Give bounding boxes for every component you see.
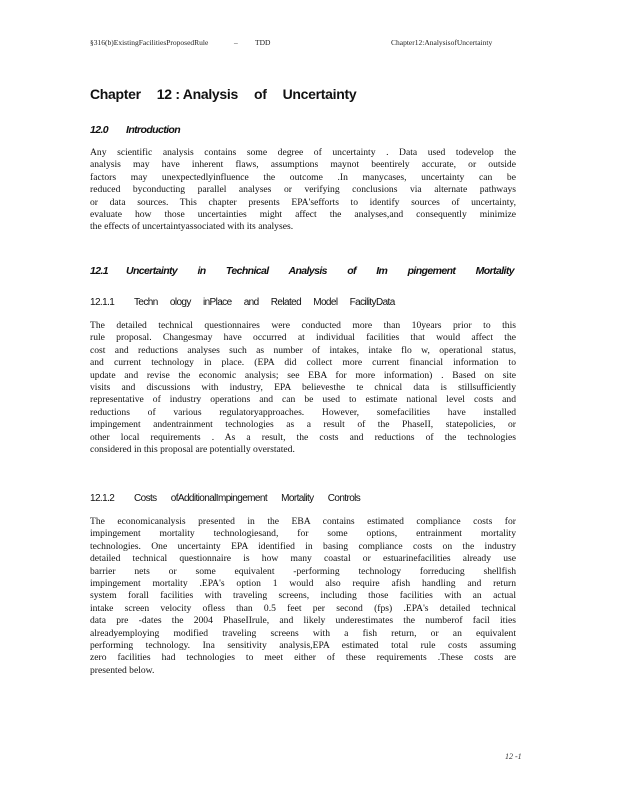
- text-line: data pre -dates the 2004 PhaseIIrule, and likely underestimates the numberof facil ities: [90, 615, 516, 627]
- section-title: Introduction: [126, 124, 181, 136]
- text-line: or data sources. This chapter presents EPA'sefforts to identify sources of uncertainty,: [90, 196, 516, 208]
- text-line: impingement mortality .EPA's option 1 would also require afish handling and return: [90, 578, 516, 590]
- section-heading-12-0: [90, 124, 180, 136]
- page-number: 12 -1: [505, 752, 522, 761]
- text-line: zero facilities had technologies to meet either of these requirements .These costs are: [90, 652, 516, 664]
- text-line: intake screen velocity ofless than 0.5 feet per second (fps) .EPA's detailed technical: [90, 602, 516, 614]
- text-line: impingement mortality technologiesand, for some options, entrainment mortality: [90, 528, 516, 540]
- running-header-doc: TDD: [255, 38, 271, 47]
- text-line: update and revise the economic analysis; see EBA for more information) . Based on site: [90, 369, 516, 381]
- chapter-title-end: Uncertainty: [282, 86, 357, 102]
- text-line: reductions of various regulatoryapproaches. However, somefacilities have installed: [90, 406, 516, 418]
- text-line: visits and discussions with industry, EPA believesthe te chnical data is stillsufficiently: [90, 382, 516, 394]
- paragraph-introduction: [90, 147, 516, 234]
- section-number: 12.1: [90, 265, 109, 277]
- text-line: factors may unexpectedlyinfluence the outcome .In manycases, uncertainty can be: [90, 171, 516, 183]
- text-line: technologies. One uncertainty EPA identified in basing compliance costs on the industry: [90, 540, 516, 552]
- text-line: evaluate how those uncertainties might affect the analyses,and consequently minimize: [90, 209, 516, 221]
- text-line: performing technology. Ina sensitivity analysis,EPA estimated total rule costs assuming: [90, 640, 516, 652]
- text-line: considered in this proposal are potentially overstated.: [90, 444, 295, 456]
- text-line: The economicanalysis presented in the EBA contains estimated compliance costs for: [90, 516, 516, 527]
- text-line: detailed technical questionnaire is how many coastal or estuarinefacilities already use: [90, 553, 516, 565]
- text-line: other local requirements . As a result, the costs and reductions of the technologies: [90, 431, 516, 443]
- text-line: the effects of uncertaintyassociated with its analyses.: [90, 221, 294, 233]
- chapter-label: Chapter: [90, 86, 141, 102]
- section-title: Costs ofAdditionalImpingement Mortality Controls: [134, 493, 361, 504]
- text-line: impingement andentrainment technologies as a result of the PhaseII, statepolicies, or: [90, 419, 516, 431]
- chapter-of: of: [253, 86, 267, 102]
- section-heading-12-1: [90, 265, 514, 277]
- text-line: system forall facilities with traveling screens, including those facilities with an actual: [90, 590, 516, 602]
- running-header-rule: §316(b)ExistingFacilitiesProposedRule: [90, 38, 209, 47]
- section-heading-12-1-2: [90, 493, 360, 504]
- text-line: rule proposal. Changesmay have occurred at individual facilities that would affect the: [90, 332, 516, 344]
- section-title: Techn ology inPlace and Related Model FacilityData: [134, 297, 395, 308]
- text-line: Any scientific analysis contains some degree of uncertainty . Data used todevelop the: [90, 147, 516, 158]
- text-line: analysis may have inherent flaws, assumptions maynot beentirely accurate, or outside: [90, 159, 516, 171]
- text-line: barrier nets or some equivalent -performing technology forreducing shellfish: [90, 565, 516, 577]
- chapter-number: 12 : Analysis: [156, 86, 238, 102]
- section-number: 12.1.1: [90, 297, 115, 308]
- paragraph-costs: [90, 516, 516, 677]
- text-line: alreadyemploying modified traveling screens with a fish return, or an equivalent: [90, 627, 516, 639]
- section-number: 12.1.2: [90, 493, 115, 504]
- section-number: 12.0: [90, 124, 109, 136]
- text-line: and current technology in place. (EPA did collect more current financial information to: [90, 357, 516, 369]
- text-line: cost and reductions analyses such as number of intakes, intake flo w, operational status,: [90, 344, 516, 356]
- running-header-dash: –: [234, 38, 238, 47]
- paragraph-technology-in-place: [90, 320, 516, 456]
- text-line: reduced byconducting parallel analyses or verifying conclusions via alternate pathways: [90, 184, 516, 196]
- section-title: Uncertainty in Technical Analysis of Im pingement Mortality: [126, 265, 514, 277]
- section-heading-12-1-1: [90, 297, 395, 308]
- text-line: presented below.: [90, 664, 155, 676]
- text-line: representative of industry operations and can be used to estimate national level costs and: [90, 394, 516, 406]
- text-line: The detailed technical questionnaires were conducted more than 10years prior to this: [90, 320, 516, 331]
- chapter-title: [90, 86, 372, 102]
- running-header-chapter: Chapter12:AnalysisofUncertainty: [391, 38, 493, 47]
